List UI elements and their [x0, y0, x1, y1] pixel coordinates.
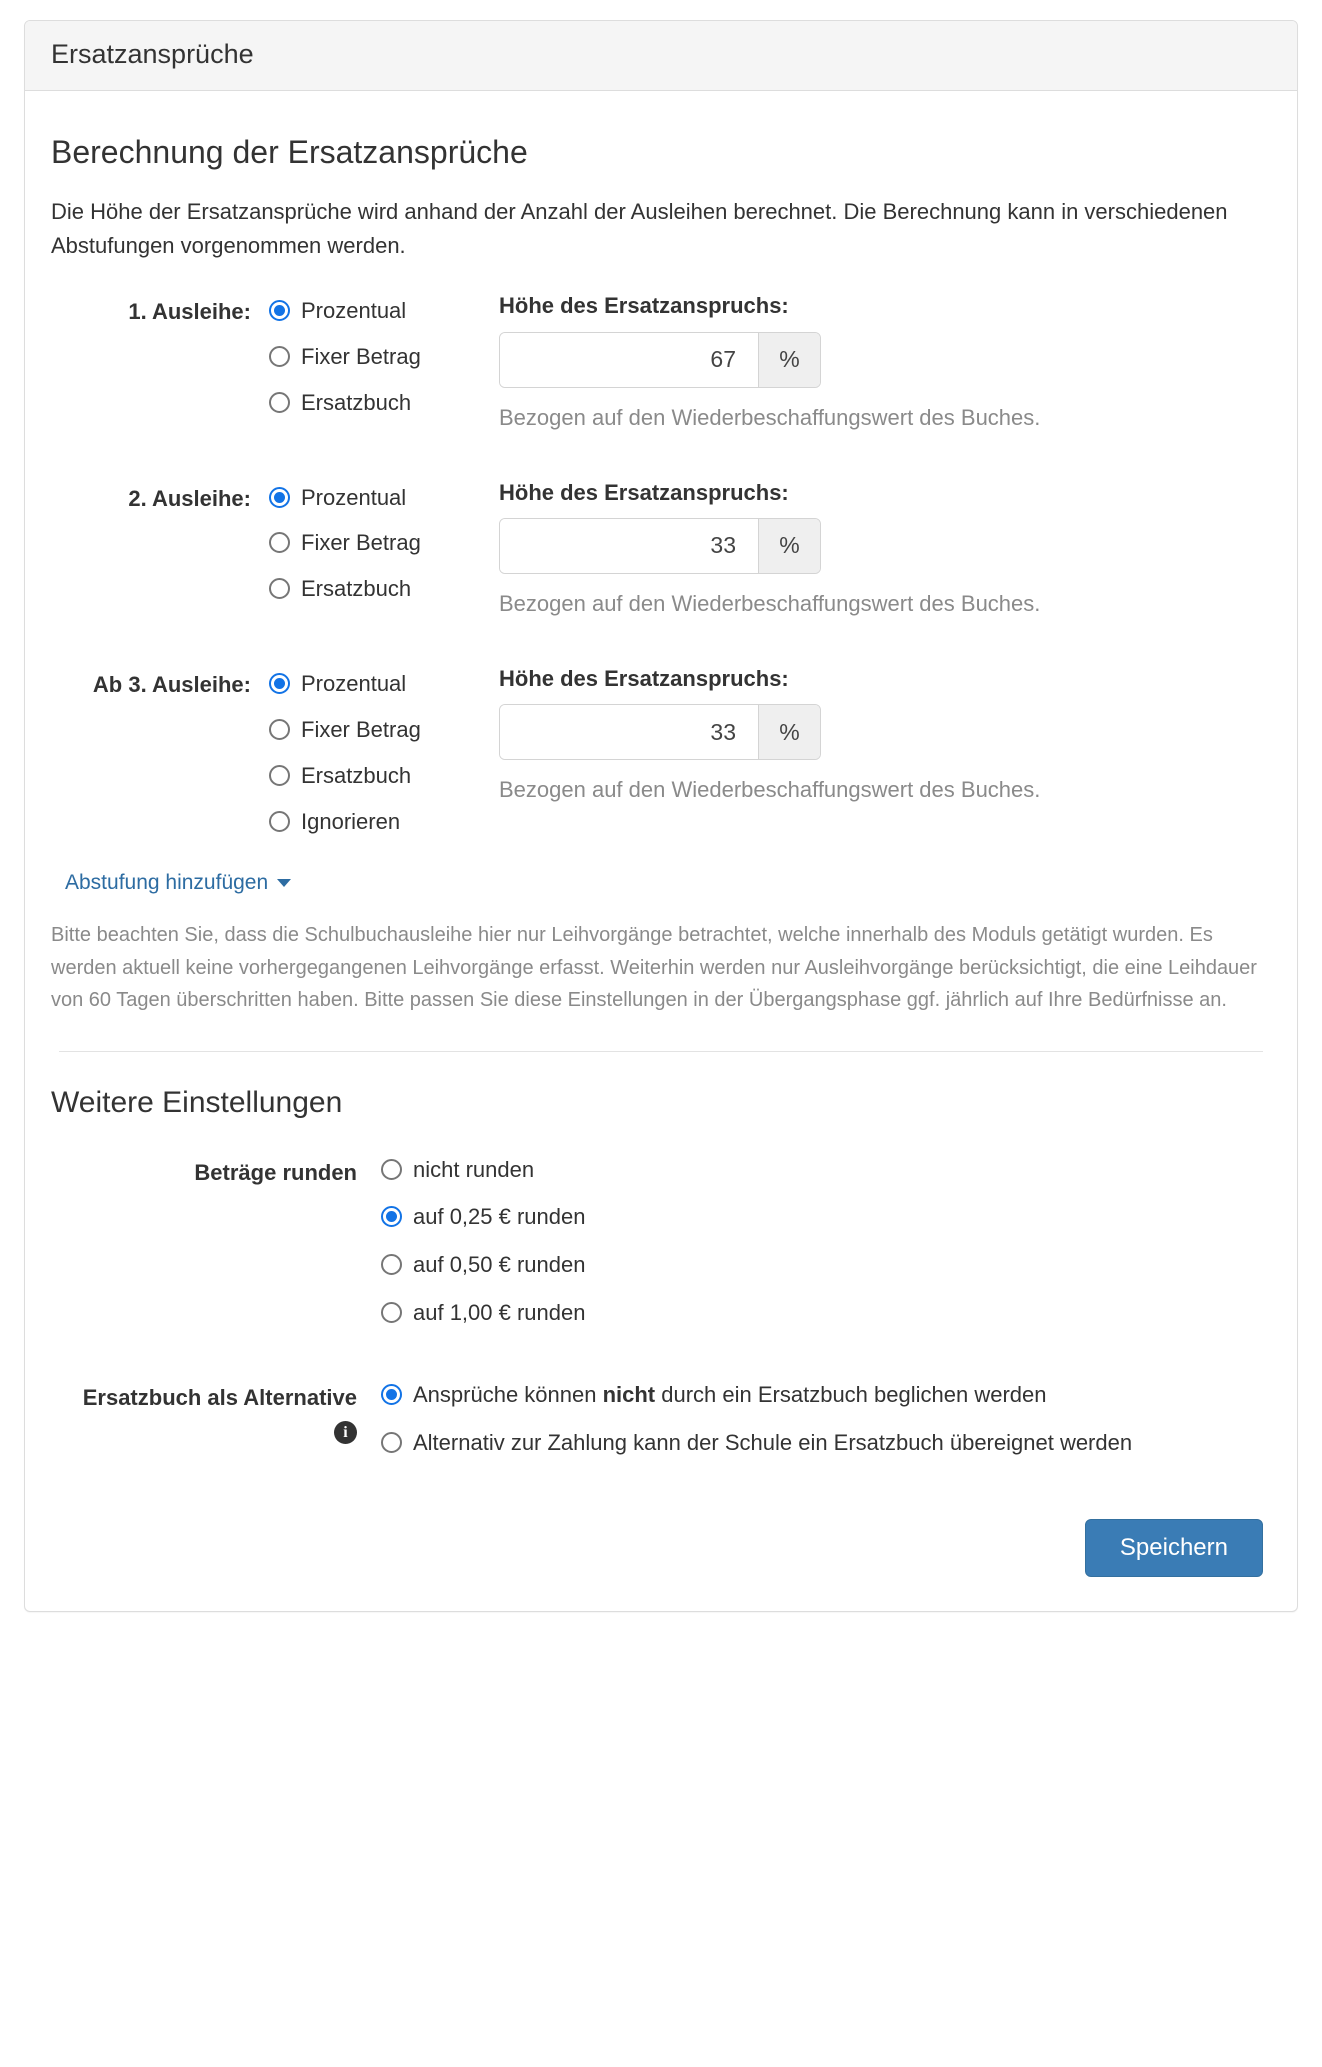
section-title-berechnung: Berechnung der Ersatzansprüche — [51, 133, 528, 170]
tier-amount-field — [493, 666, 1271, 806]
replacement-book-label: Ersatzbuch als Alternative — [82, 1385, 357, 1411]
percent-addon: % — [758, 705, 820, 759]
tier-radio-group — [269, 293, 493, 419]
add-tier-link-label: Abstufung hinzufügen — [65, 871, 269, 895]
tier-radio-option[interactable] — [269, 341, 493, 373]
radio-button[interactable] — [269, 811, 290, 832]
tier-row — [51, 293, 1271, 433]
radio-button[interactable] — [381, 1432, 402, 1453]
radio-button[interactable] — [269, 532, 290, 553]
radio-button[interactable] — [381, 1206, 402, 1227]
chevron-down-icon — [277, 879, 291, 887]
info-icon[interactable]: i — [334, 1421, 357, 1444]
tier-radio-group — [269, 480, 493, 606]
rounding-radio-option[interactable] — [381, 1249, 1271, 1281]
label-emphasis: nicht — [602, 1382, 656, 1408]
amount-input[interactable] — [500, 705, 758, 759]
radio-button[interactable] — [269, 719, 290, 740]
label-suffix: durch ein Ersatzbuch beglichen werden — [655, 1382, 1047, 1408]
amount-field-help: Bezogen auf den Wiederbeschaffungswert des Buches. — [499, 777, 1041, 803]
tier-radio-option[interactable] — [269, 714, 493, 746]
footer-actions — [51, 1509, 1271, 1585]
rounding-label: Beträge runden — [194, 1159, 357, 1185]
radio-button[interactable] — [269, 578, 290, 599]
tier-radio-option[interactable] — [269, 806, 493, 838]
setting-row-rounding — [51, 1154, 1271, 1346]
replacement-radio-label — [413, 1427, 1132, 1459]
rounding-radio-label: auf 0,50 € runden — [413, 1252, 586, 1278]
tier-row — [51, 480, 1271, 620]
card-header-title: Ersatzansprüche — [51, 39, 254, 69]
tier-radio-option[interactable] — [269, 573, 493, 605]
replacement-radio-label — [413, 1379, 1047, 1411]
tier-radio-option[interactable] — [269, 387, 493, 419]
label-prefix: Ansprüche können — [413, 1382, 603, 1408]
tier-radio-label: Fixer Betrag — [301, 716, 421, 742]
radio-button[interactable] — [269, 487, 290, 508]
tier-radio-label: Ersatzbuch — [301, 576, 412, 602]
rounding-radio-option[interactable] — [381, 1201, 1271, 1233]
radio-button[interactable] — [269, 765, 290, 786]
tier-radio-label: Ersatzbuch — [301, 762, 412, 788]
tier-radio-option[interactable] — [269, 527, 493, 559]
tier-label: 1. Ausleihe: — [128, 299, 251, 325]
replacement-book-options-group — [381, 1379, 1271, 1475]
tier-radio-label: Fixer Betrag — [301, 344, 421, 370]
tier-row — [51, 666, 1271, 838]
radio-button[interactable] — [381, 1159, 402, 1180]
calculation-intro-text: Die Höhe der Ersatzansprüche wird anhand der Anzahl der Ausleihen berechnet. Die Berechnung kann in verschiedenen Abstufungen vorgenommen werden. — [51, 199, 1228, 259]
amount-input-group — [499, 704, 821, 760]
amount-input-group — [499, 518, 821, 574]
percent-addon: % — [758, 519, 820, 573]
tier-list — [51, 293, 1271, 837]
setting-row-replacement-book — [51, 1379, 1271, 1475]
amount-input-group — [499, 332, 821, 388]
amount-input[interactable] — [500, 519, 758, 573]
amount-input[interactable] — [500, 333, 758, 387]
tier-radio-label: Ersatzbuch — [301, 390, 412, 416]
section-title-weitere-einstellungen: Weitere Einstellungen — [51, 1085, 343, 1119]
tier-radio-option[interactable] — [269, 760, 493, 792]
radio-button[interactable] — [381, 1384, 402, 1405]
replacement-radio-option[interactable] — [381, 1427, 1271, 1459]
ersatzansprueche-card — [24, 20, 1298, 1612]
rounding-radio-option[interactable] — [381, 1297, 1271, 1329]
tier-radio-option[interactable] — [269, 482, 493, 514]
tier-radio-group — [269, 666, 493, 838]
card-header — [25, 21, 1297, 91]
replacement-book-label-wrap — [51, 1379, 381, 1444]
radio-button[interactable] — [269, 673, 290, 694]
rounding-radio-label: auf 1,00 € runden — [413, 1300, 586, 1326]
radio-button[interactable] — [381, 1254, 402, 1275]
tier-radio-label: Ignorieren — [301, 808, 401, 834]
tier-amount-field — [493, 480, 1271, 620]
radio-button[interactable] — [269, 346, 290, 367]
amount-field-title: Höhe des Ersatzanspruchs: — [499, 665, 789, 691]
calculation-note-text: Bitte beachten Sie, dass die Schulbuchausleihe hier nur Leihvorgänge betrachtet, welche innerhalb des Moduls getätigt wurden. Es werden aktuell keine vorhergegangenen Leihvorgänge erfasst. Weiterhin werden nur Ausleihvorgänge berücksichtigt, die eine Leihdauer von 60 Tagen überschritten haben. Bitte passen Sie diese Einstellungen in der Übergangsphase ggf. jährlich auf Ihre Bedürfnisse an. — [51, 924, 1257, 1012]
replacement-radio-option[interactable] — [381, 1379, 1271, 1411]
tier-label: Ab 3. Ausleihe: — [92, 671, 251, 697]
amount-field-title: Höhe des Ersatzanspruchs: — [499, 293, 789, 319]
amount-field-help: Bezogen auf den Wiederbeschaffungswert des Buches. — [499, 590, 1041, 616]
tier-label: 2. Ausleihe: — [128, 485, 251, 511]
label-prefix: Alternativ zur Zahlung kann der Schule ein Ersatzbuch übereignet werden — [413, 1430, 1133, 1456]
tier-radio-label: Fixer Betrag — [301, 530, 421, 556]
tier-radio-label: Prozentual — [301, 484, 407, 510]
tier-radio-option[interactable] — [269, 668, 493, 700]
card-body — [25, 91, 1297, 1612]
amount-field-help: Bezogen auf den Wiederbeschaffungswert des Buches. — [499, 404, 1041, 430]
percent-addon: % — [758, 333, 820, 387]
radio-button[interactable] — [269, 392, 290, 413]
radio-button[interactable] — [381, 1302, 402, 1323]
add-tier-link-wrap — [65, 871, 1271, 895]
tier-radio-option[interactable] — [269, 295, 493, 327]
add-tier-link[interactable] — [65, 871, 291, 895]
rounding-radio-label: auf 0,25 € runden — [413, 1204, 586, 1230]
amount-field-title: Höhe des Ersatzanspruchs: — [499, 479, 789, 505]
section-divider — [59, 1051, 1263, 1052]
save-button[interactable]: Speichern — [1085, 1519, 1263, 1577]
tier-amount-field — [493, 293, 1271, 433]
radio-button[interactable] — [269, 300, 290, 321]
rounding-options-group — [381, 1154, 1271, 1346]
tier-radio-label: Prozentual — [301, 298, 407, 324]
tier-radio-label: Prozentual — [301, 670, 407, 696]
rounding-radio-option[interactable] — [381, 1154, 1271, 1186]
rounding-radio-label: nicht runden — [413, 1156, 535, 1182]
